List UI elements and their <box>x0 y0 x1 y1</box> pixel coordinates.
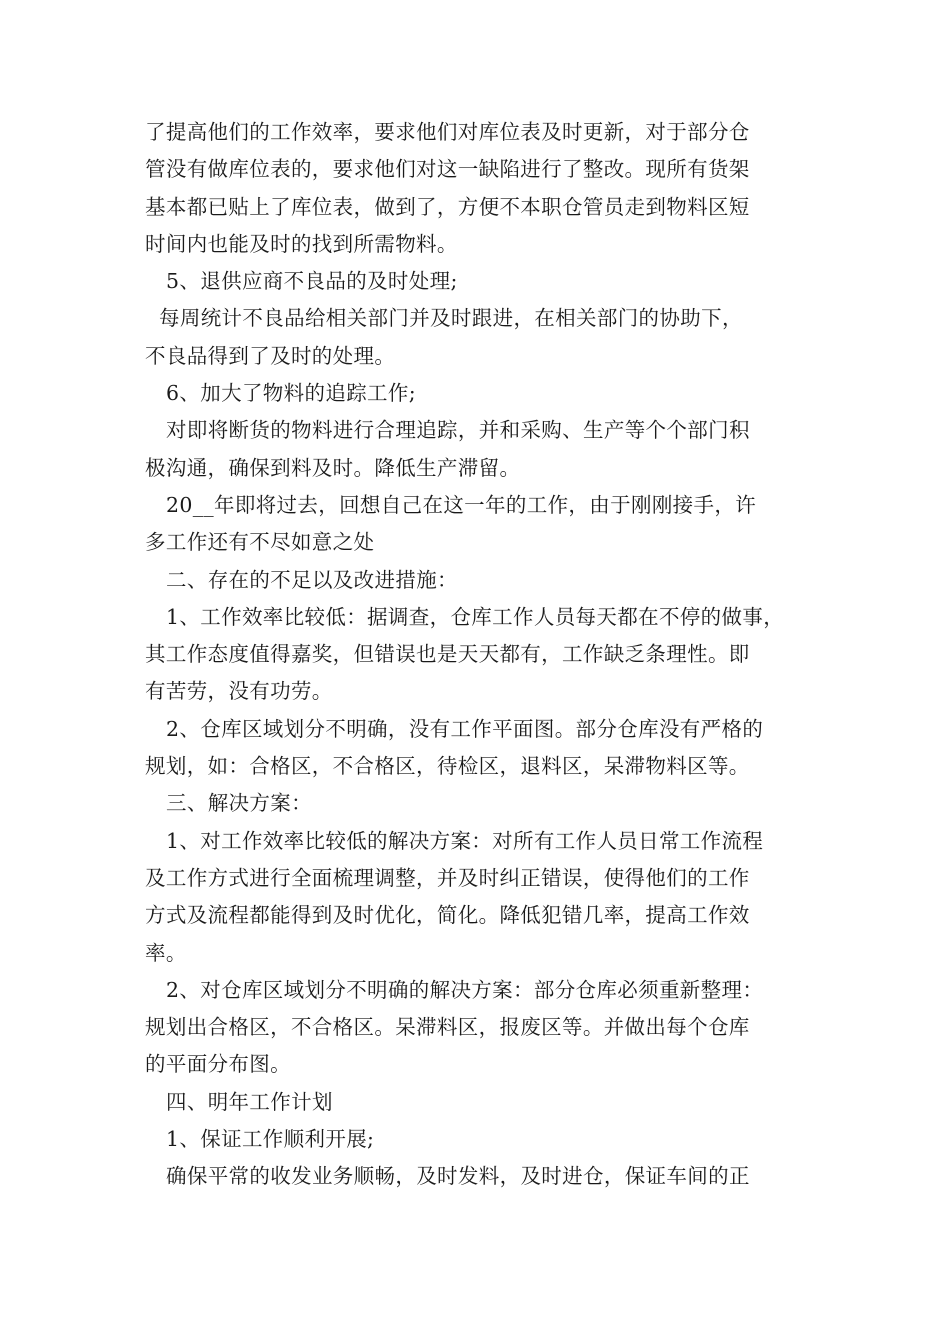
text-line: 其工作态度值得嘉奖，但错误也是天天都有，工作缺乏条理性。即 <box>145 642 750 667</box>
text-line: 极沟通，确保到料及时。降低生产滞留。 <box>145 455 521 480</box>
text-line: 基本都已贴上了库位表，做到了，方便不本职仓管员走到物料区短 <box>145 194 750 219</box>
section-heading: 四、明年工作计划 <box>166 1089 333 1114</box>
text-line: 时间内也能及时的找到所需物料。 <box>145 231 458 256</box>
text-line: 1、工作效率比较低：据调查，仓库工作人员每天都在不停的做事， <box>166 604 785 629</box>
section-item-heading: 5、退供应商不良品的及时处理; <box>166 269 458 294</box>
text-line: 不良品得到了及时的处理。 <box>145 343 396 368</box>
text-line: 管没有做库位表的，要求他们对这一缺陷进行了整改。现所有货架 <box>145 157 750 182</box>
text-line: 每周统计不良品给相关部门并及时跟进，在相关部门的协助下， <box>159 306 743 331</box>
text-line: 确保平常的收发业务顺畅，及时发料，及时进仓，保证车间的正 <box>166 1164 750 1189</box>
text-line: 1、对工作效率比较低的解决方案：对所有工作人员日常工作流程 <box>166 828 764 853</box>
text-line: 20__年即将过去，回想自己在这一年的工作，由于刚刚接手，许 <box>166 492 757 517</box>
text-line: 方式及流程都能得到及时优化，简化。降低犯错几率，提高工作效 <box>145 903 750 928</box>
text-line: 的平面分布图。 <box>145 1052 291 1077</box>
text-line: 了提高他们的工作效率，要求他们对库位表及时更新，对于部分仓 <box>145 120 750 144</box>
text-line: 规划出合格区，不合格区。呆滞料区，报废区等。并做出每个仓库 <box>145 1015 750 1040</box>
text-line: 2、对仓库区域划分不明确的解决方案：部分仓库必须重新整理： <box>166 977 764 1002</box>
text-line: 多工作还有不尽如意之处 <box>145 530 375 555</box>
section-heading: 二、存在的不足以及改进措施： <box>166 567 458 592</box>
section-item-heading: 1、保证工作顺利开展; <box>166 1127 375 1152</box>
section-heading: 三、解决方案： <box>166 791 312 816</box>
section-item-heading: 6、加大了物料的追踪工作; <box>166 381 416 406</box>
document-body <box>145 114 813 1196</box>
text-line: 2、仓库区域划分不明确，没有工作平面图。部分仓库没有严格的 <box>166 716 764 741</box>
text-line: 率。 <box>145 940 187 965</box>
text-line: 及工作方式进行全面梳理调整，并及时纠正错误，使得他们的工作 <box>145 865 750 890</box>
text-line: 有苦劳，没有功劳。 <box>145 679 333 704</box>
text-line: 规划，如：合格区，不合格区，待检区，退料区，呆滞物料区等。 <box>145 754 750 779</box>
text-line: 对即将断货的物料进行合理追踪，并和采购、生产等个个部门积 <box>166 418 750 443</box>
